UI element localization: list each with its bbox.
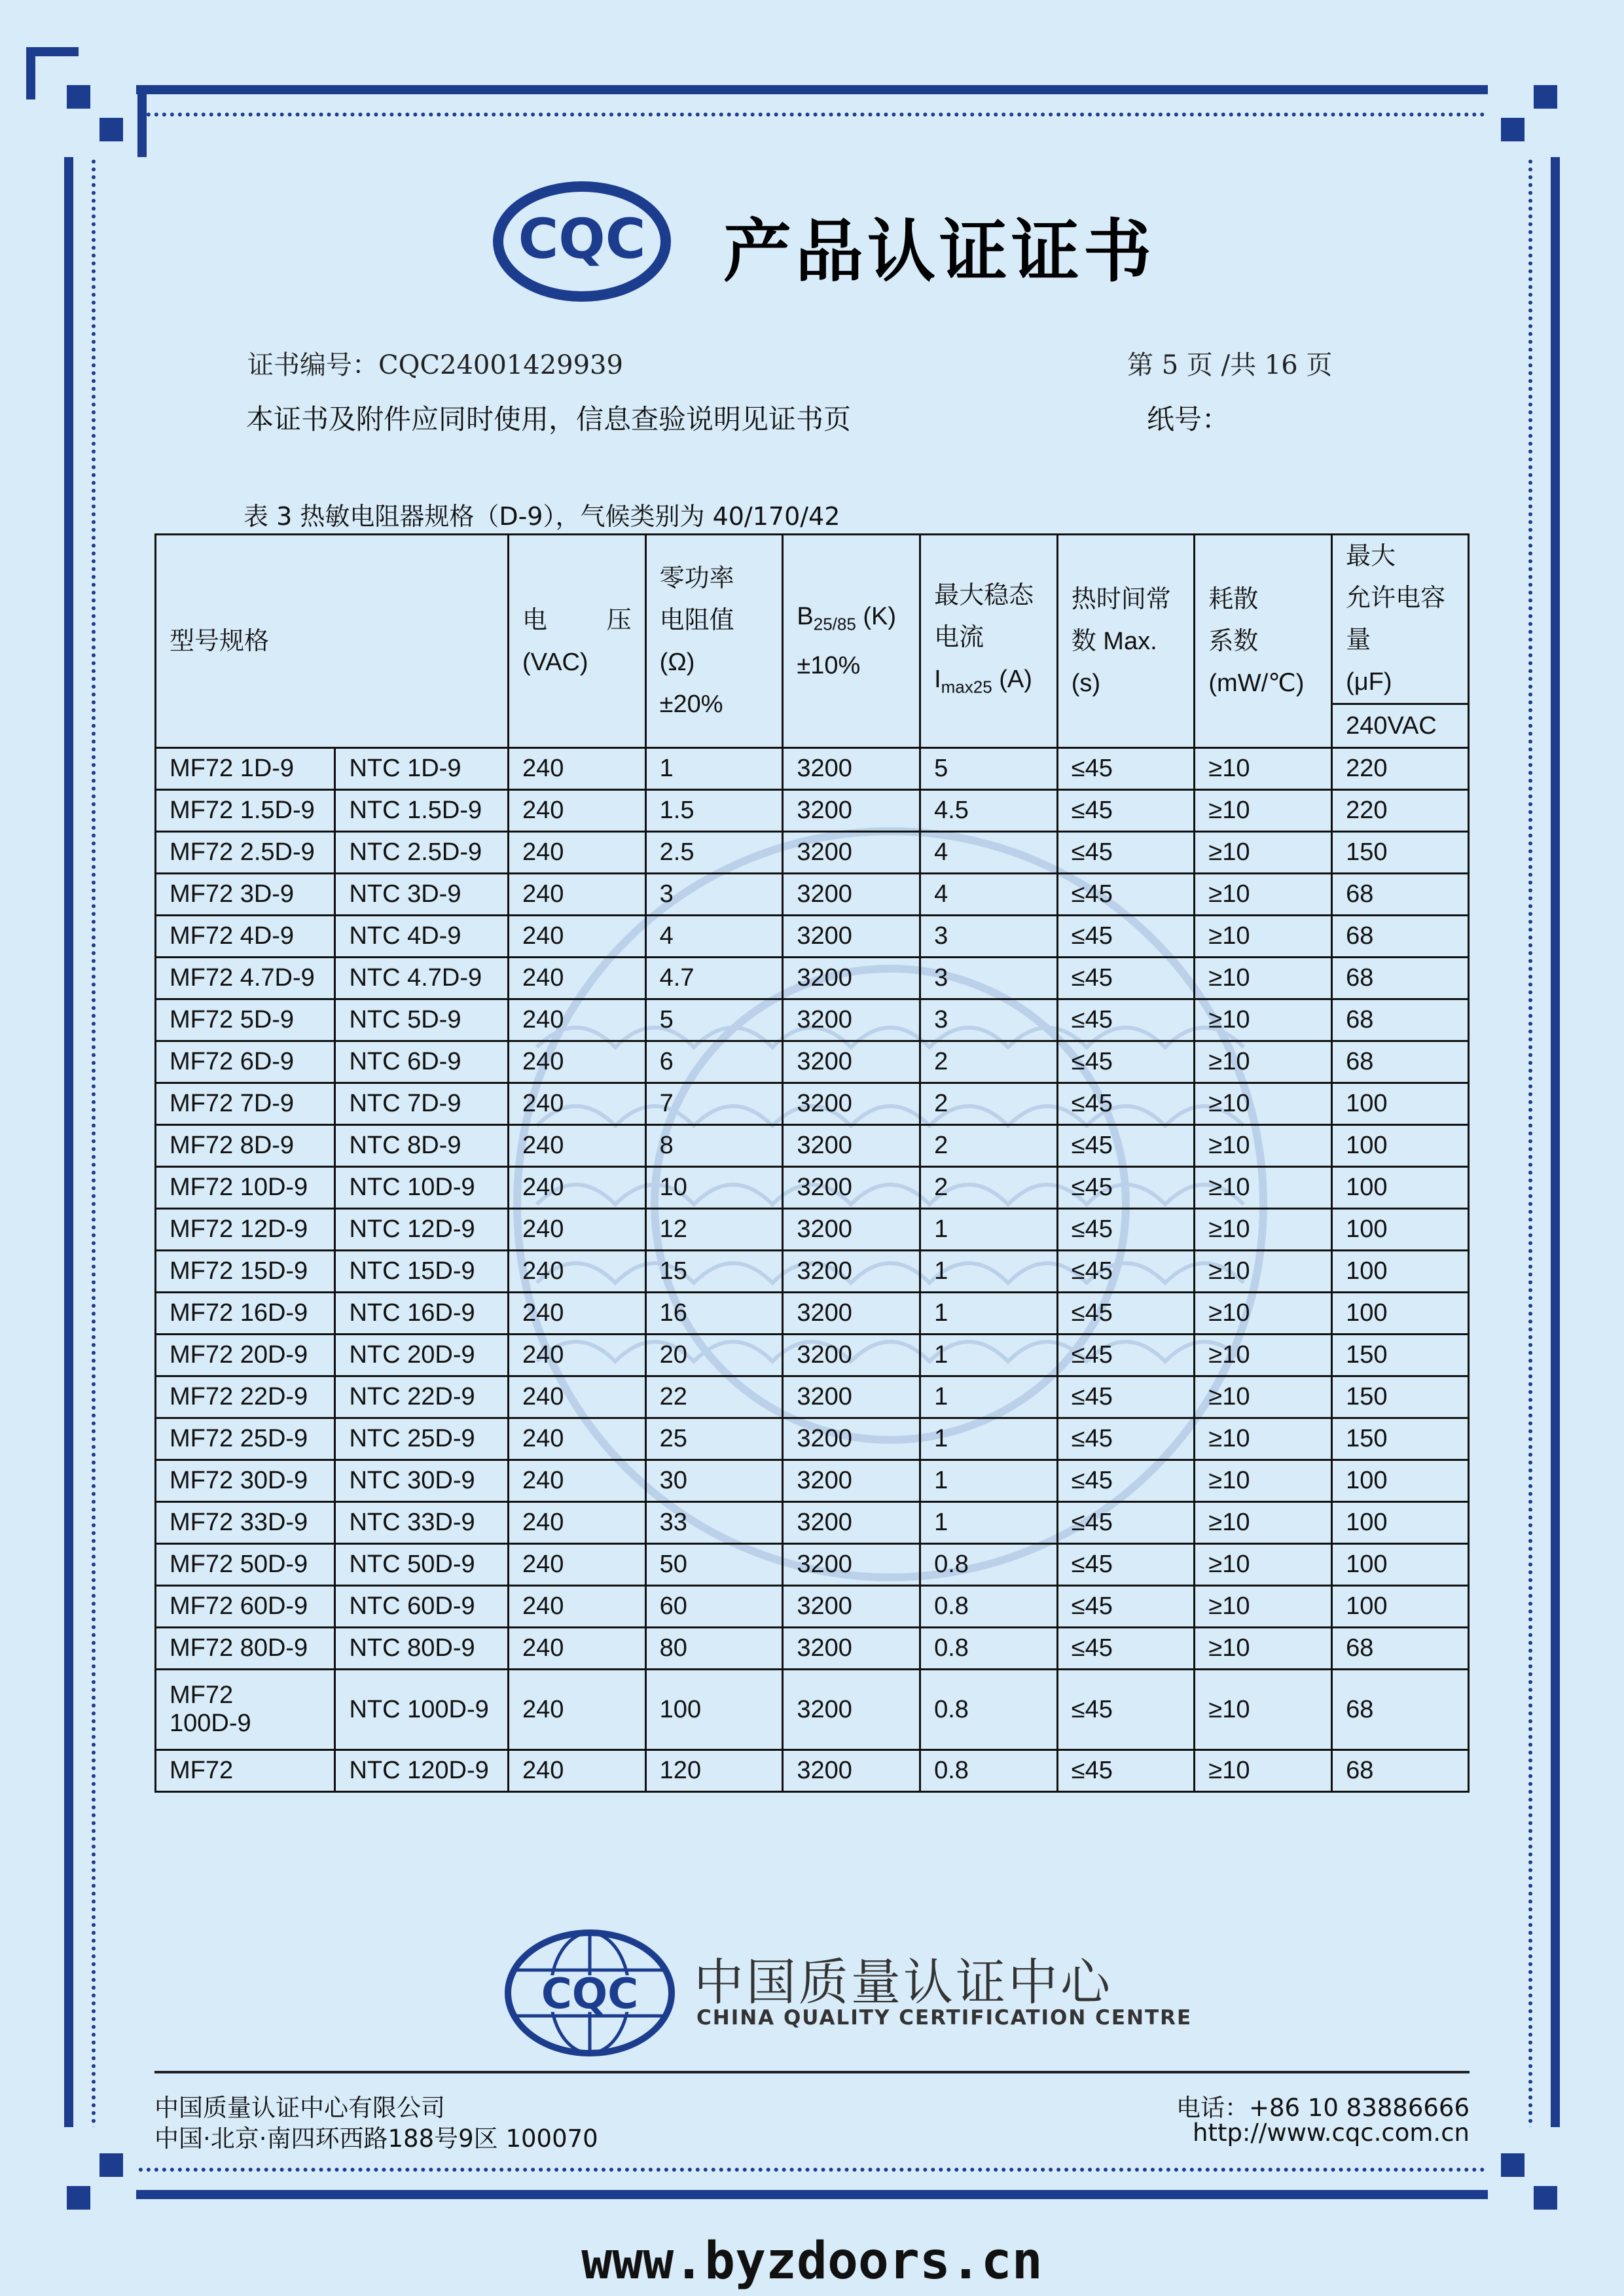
cell-b-value: 3200 xyxy=(783,1544,920,1586)
cell-model-ntc: NTC 22D-9 xyxy=(335,1376,509,1418)
cell-model-ntc: NTC 33D-9 xyxy=(335,1502,509,1544)
header-dissipation: 耗散 系数 (mW/℃) xyxy=(1195,535,1332,748)
company-name: 中国质量认证中心有限公司 xyxy=(154,2094,445,2122)
cell-current: 3 xyxy=(920,958,1058,999)
cell-model-ntc: NTC 4D-9 xyxy=(335,916,509,958)
cell-resistance: 30 xyxy=(645,1460,783,1502)
cell-voltage: 240 xyxy=(508,790,645,832)
cell-capacitance: 68 xyxy=(1332,1750,1469,1792)
cell-model-mf72: MF72 6D-9 xyxy=(156,1041,335,1083)
cell-current: 4.5 xyxy=(920,790,1058,832)
cell-voltage: 240 xyxy=(508,1041,645,1083)
cell-resistance: 1.5 xyxy=(645,790,783,832)
certificate-header xyxy=(0,177,1624,308)
cell-capacitance: 100 xyxy=(1332,1293,1469,1335)
cell-thermal-time: ≤45 xyxy=(1057,748,1195,790)
cell-model-mf72: MF72 4.7D-9 xyxy=(156,958,335,999)
cell-model-ntc: NTC 25D-9 xyxy=(335,1418,509,1460)
cell-voltage: 240 xyxy=(508,832,645,874)
cell-dissipation: ≥10 xyxy=(1195,1750,1332,1792)
cell-current: 2 xyxy=(920,1041,1058,1083)
cell-current: 1 xyxy=(920,1418,1058,1460)
corner-square-tr2 xyxy=(1501,118,1525,141)
cell-voltage: 240 xyxy=(508,1335,645,1376)
table-caption: 表 3 热敏电阻器规格（D-9），气候类别为 40/170/42 xyxy=(244,502,840,531)
table-row xyxy=(156,1670,1469,1750)
cell-voltage: 240 xyxy=(508,1750,645,1792)
cell-model-mf72: MF72 7D-9 xyxy=(156,1083,335,1125)
cell-dissipation: ≥10 xyxy=(1195,832,1332,874)
cell-model-ntc: NTC 120D-9 xyxy=(335,1750,509,1792)
cell-model-mf72: MF72 4D-9 xyxy=(156,916,335,958)
cell-thermal-time: ≤45 xyxy=(1057,1586,1195,1628)
table-row xyxy=(156,1125,1469,1167)
cell-b-value: 3200 xyxy=(783,1335,920,1376)
cell-capacitance: 150 xyxy=(1332,832,1469,874)
corner-square-br xyxy=(1534,2186,1557,2210)
cell-thermal-time: ≤45 xyxy=(1057,874,1195,916)
cell-thermal-time: ≤45 xyxy=(1057,916,1195,958)
cell-capacitance: 68 xyxy=(1332,916,1469,958)
cell-current: 4 xyxy=(920,832,1058,874)
cell-voltage: 240 xyxy=(508,1293,645,1335)
cell-current: 0.8 xyxy=(920,1750,1058,1792)
header-b-value: $B_{25/85}$ (K) ±10% xyxy=(783,535,920,748)
cell-thermal-time: ≤45 xyxy=(1057,1251,1195,1293)
cell-voltage: 240 xyxy=(508,1167,645,1209)
cell-b-value: 3200 xyxy=(783,1418,920,1460)
table-row xyxy=(156,790,1469,832)
svg-text:CQC: CQC xyxy=(541,1970,639,2018)
corner-bar-tl xyxy=(137,85,147,157)
website-watermark: www.byzdoors.cn xyxy=(581,2232,1043,2291)
table-row xyxy=(156,1293,1469,1335)
cell-b-value: 3200 xyxy=(783,1460,920,1502)
cell-voltage: 240 xyxy=(508,1544,645,1586)
cell-voltage: 240 xyxy=(508,874,645,916)
cell-voltage: 240 xyxy=(508,1502,645,1544)
cell-current: 0.8 xyxy=(920,1544,1058,1586)
corner-square-br2 xyxy=(1501,2153,1525,2177)
cell-voltage: 240 xyxy=(508,958,645,999)
cell-thermal-time: ≤45 xyxy=(1057,1628,1195,1670)
cell-thermal-time: ≤45 xyxy=(1057,790,1195,832)
cell-dissipation: ≥10 xyxy=(1195,1125,1332,1167)
cell-resistance: 2.5 xyxy=(645,832,783,874)
cell-current: 3 xyxy=(920,999,1058,1041)
cell-model-ntc: NTC 12D-9 xyxy=(335,1209,509,1251)
table-row xyxy=(156,1544,1469,1586)
cell-capacitance: 220 xyxy=(1332,748,1469,790)
header-thermal-time: 热时间常 数 Max. (s) xyxy=(1057,535,1195,748)
corner-square-tl2 xyxy=(99,118,123,141)
header-cap-voltage: 240VAC xyxy=(1332,704,1469,748)
cell-b-value: 3200 xyxy=(783,1251,920,1293)
company-phone: 电话：+86 10 83886666 xyxy=(1176,2094,1470,2122)
cell-model-ntc: NTC 80D-9 xyxy=(335,1628,509,1670)
cell-model-ntc: NTC 15D-9 xyxy=(335,1251,509,1293)
table-row xyxy=(156,1418,1469,1460)
cell-thermal-time: ≤45 xyxy=(1057,958,1195,999)
paper-number: 纸号： xyxy=(1147,403,1230,435)
cell-voltage: 240 xyxy=(508,1251,645,1293)
cell-b-value: 3200 xyxy=(783,748,920,790)
cell-dissipation: ≥10 xyxy=(1195,748,1332,790)
cell-b-value: 3200 xyxy=(783,958,920,999)
cell-voltage: 240 xyxy=(508,1125,645,1167)
cell-resistance: 8 xyxy=(645,1125,783,1167)
table-row xyxy=(156,874,1469,916)
cell-model-mf72: MF72 2.5D-9 xyxy=(156,832,335,874)
cell-model-ntc: NTC 6D-9 xyxy=(335,1041,509,1083)
cell-capacitance: 100 xyxy=(1332,1460,1469,1502)
cell-thermal-time: ≤45 xyxy=(1057,832,1195,874)
cell-b-value: 3200 xyxy=(783,1125,920,1167)
cell-dissipation: ≥10 xyxy=(1195,874,1332,916)
cell-voltage: 240 xyxy=(508,1083,645,1125)
table-row xyxy=(156,1335,1469,1376)
cell-resistance: 50 xyxy=(645,1544,783,1586)
svg-text:CQC: CQC xyxy=(518,207,646,271)
cell-thermal-time: ≤45 xyxy=(1057,1502,1195,1544)
table-row xyxy=(156,1502,1469,1544)
cell-dissipation: ≥10 xyxy=(1195,1376,1332,1418)
cell-resistance: 6 xyxy=(645,1041,783,1083)
cell-current: 0.8 xyxy=(920,1670,1058,1750)
cell-capacitance: 100 xyxy=(1332,1544,1469,1586)
cell-dissipation: ≥10 xyxy=(1195,1502,1332,1544)
cell-dissipation: ≥10 xyxy=(1195,916,1332,958)
cell-model-mf72: MF72 1D-9 xyxy=(156,748,335,790)
table-row xyxy=(156,1167,1469,1209)
cell-thermal-time: ≤45 xyxy=(1057,1209,1195,1251)
cell-resistance: 4 xyxy=(645,916,783,958)
cell-model-ntc: NTC 5D-9 xyxy=(335,999,509,1041)
cell-dissipation: ≥10 xyxy=(1195,958,1332,999)
cell-thermal-time: ≤45 xyxy=(1057,1376,1195,1418)
page-info: 第 5 页 /共 16 页 xyxy=(1127,350,1333,380)
cell-current: 2 xyxy=(920,1125,1058,1167)
cell-capacitance: 68 xyxy=(1332,999,1469,1041)
cell-current: 1 xyxy=(920,1335,1058,1376)
cell-capacitance: 68 xyxy=(1332,1670,1469,1750)
cell-dissipation: ≥10 xyxy=(1195,1670,1332,1750)
cell-model-mf72: MF72 8D-9 xyxy=(156,1125,335,1167)
cell-resistance: 60 xyxy=(645,1586,783,1628)
corner-square-tr xyxy=(1534,85,1557,109)
cell-model-ntc: NTC 3D-9 xyxy=(335,874,509,916)
cell-model-ntc: NTC 7D-9 xyxy=(335,1083,509,1125)
cell-dissipation: ≥10 xyxy=(1195,1335,1332,1376)
table-row xyxy=(156,1041,1469,1083)
cell-dissipation: ≥10 xyxy=(1195,1418,1332,1460)
cell-current: 3 xyxy=(920,916,1058,958)
cell-dissipation: ≥10 xyxy=(1195,1628,1332,1670)
header-resistance: 零功率 电阻值 (Ω) ±20% xyxy=(645,535,783,748)
cell-thermal-time: ≤45 xyxy=(1057,1167,1195,1209)
table-row xyxy=(156,1460,1469,1502)
cell-resistance: 100 xyxy=(645,1670,783,1750)
cell-b-value: 3200 xyxy=(783,916,920,958)
cell-model-mf72: MF72 22D-9 xyxy=(156,1376,335,1418)
cell-model-ntc: NTC 4.7D-9 xyxy=(335,958,509,999)
cell-model-mf72: MF72 16D-9 xyxy=(156,1293,335,1335)
company-url[interactable]: http://www.cqc.com.cn xyxy=(1192,2119,1470,2147)
cell-capacitance: 68 xyxy=(1332,1628,1469,1670)
cell-thermal-time: ≤45 xyxy=(1057,1460,1195,1502)
cell-model-mf72: MF72 3D-9 xyxy=(156,874,335,916)
cell-dissipation: ≥10 xyxy=(1195,1293,1332,1335)
cell-resistance: 80 xyxy=(645,1628,783,1670)
corner-square-bl2 xyxy=(99,2153,123,2177)
cell-resistance: 12 xyxy=(645,1209,783,1251)
cell-b-value: 3200 xyxy=(783,1586,920,1628)
header-model: 型号规格 xyxy=(156,535,509,748)
cell-resistance: 20 xyxy=(645,1335,783,1376)
cell-model-ntc: NTC 8D-9 xyxy=(335,1125,509,1167)
cell-capacitance: 220 xyxy=(1332,790,1469,832)
cell-resistance: 7 xyxy=(645,1083,783,1125)
cell-b-value: 3200 xyxy=(783,1167,920,1209)
cell-thermal-time: ≤45 xyxy=(1057,1544,1195,1586)
cell-model-ntc: NTC 60D-9 xyxy=(335,1586,509,1628)
company-address: 中国·北京·南四环西路188号9区 100070 xyxy=(154,2125,598,2153)
certificate-title: 产品认证证书 xyxy=(723,211,1156,291)
table-row xyxy=(156,748,1469,790)
cell-resistance: 120 xyxy=(645,1750,783,1792)
cell-thermal-time: ≤45 xyxy=(1057,1418,1195,1460)
table-row xyxy=(156,1083,1469,1125)
cell-capacitance: 100 xyxy=(1332,1083,1469,1125)
cell-voltage: 240 xyxy=(508,999,645,1041)
cell-dissipation: ≥10 xyxy=(1195,1544,1332,1586)
cell-b-value: 3200 xyxy=(783,1502,920,1544)
cell-b-value: 3200 xyxy=(783,1041,920,1083)
org-name-cn: 中国质量认证中心 xyxy=(694,1953,1113,2011)
cell-b-value: 3200 xyxy=(783,1293,920,1335)
cell-model-mf72: MF72 80D-9 xyxy=(156,1628,335,1670)
cell-b-value: 3200 xyxy=(783,1376,920,1418)
cell-thermal-time: ≤45 xyxy=(1057,1125,1195,1167)
cell-resistance: 3 xyxy=(645,874,783,916)
cell-current: 1 xyxy=(920,1293,1058,1335)
cell-model-mf72: MF72 100D-9 xyxy=(156,1670,335,1750)
cell-thermal-time: ≤45 xyxy=(1057,1041,1195,1083)
cell-dissipation: ≥10 xyxy=(1195,1041,1332,1083)
table-row xyxy=(156,1750,1469,1792)
cell-model-mf72: MF72 5D-9 xyxy=(156,999,335,1041)
cell-current: 1 xyxy=(920,1460,1058,1502)
cell-b-value: 3200 xyxy=(783,1209,920,1251)
cell-model-mf72: MF72 15D-9 xyxy=(156,1251,335,1293)
cell-current: 0.8 xyxy=(920,1628,1058,1670)
cell-thermal-time: ≤45 xyxy=(1057,999,1195,1041)
cell-capacitance: 100 xyxy=(1332,1251,1469,1293)
cell-dissipation: ≥10 xyxy=(1195,1251,1332,1293)
cell-b-value: 3200 xyxy=(783,1750,920,1792)
cell-b-value: 3200 xyxy=(783,1083,920,1125)
usage-notice: 本证书及附件应同时使用，信息查验说明见证书页 xyxy=(246,403,852,435)
cell-capacitance: 100 xyxy=(1332,1167,1469,1209)
cell-resistance: 22 xyxy=(645,1376,783,1418)
cell-model-ntc: NTC 2.5D-9 xyxy=(335,832,509,874)
cell-resistance: 25 xyxy=(645,1418,783,1460)
cell-capacitance: 100 xyxy=(1332,1125,1469,1167)
cell-capacitance: 150 xyxy=(1332,1418,1469,1460)
cell-capacitance: 100 xyxy=(1332,1209,1469,1251)
cell-b-value: 3200 xyxy=(783,1628,920,1670)
table-row xyxy=(156,1628,1469,1670)
cell-model-mf72: MF72 10D-9 xyxy=(156,1167,335,1209)
cell-voltage: 240 xyxy=(508,1418,645,1460)
corner-square-bl xyxy=(67,2186,90,2210)
cell-dissipation: ≥10 xyxy=(1195,1209,1332,1251)
cell-current: 2 xyxy=(920,1083,1058,1125)
cell-dissipation: ≥10 xyxy=(1195,1167,1332,1209)
cell-dissipation: ≥10 xyxy=(1195,790,1332,832)
cell-model-mf72: MF72 60D-9 xyxy=(156,1586,335,1628)
table-row xyxy=(156,1251,1469,1293)
corner-square-tl xyxy=(67,85,90,109)
cell-model-ntc: NTC 100D-9 xyxy=(335,1670,509,1750)
cell-voltage: 240 xyxy=(508,1586,645,1628)
cell-model-ntc: NTC 16D-9 xyxy=(335,1293,509,1335)
table-row xyxy=(156,1586,1469,1628)
cell-b-value: 3200 xyxy=(783,790,920,832)
cell-resistance: 15 xyxy=(645,1251,783,1293)
cell-current: 5 xyxy=(920,748,1058,790)
header-voltage: 电 压 (VAC) xyxy=(508,535,645,748)
cell-voltage: 240 xyxy=(508,1670,645,1750)
table-row xyxy=(156,916,1469,958)
cell-current: 1 xyxy=(920,1502,1058,1544)
cell-capacitance: 150 xyxy=(1332,1335,1469,1376)
cell-thermal-time: ≤45 xyxy=(1057,1670,1195,1750)
cell-model-mf72: MF72 12D-9 xyxy=(156,1209,335,1251)
thermistor-spec-table xyxy=(154,533,1470,1793)
cell-model-mf72: MF72 xyxy=(156,1750,335,1792)
cell-resistance: 4.7 xyxy=(645,958,783,999)
cell-model-mf72: MF72 30D-9 xyxy=(156,1460,335,1502)
header-capacitance: 最大 允许电容 量 (μF) xyxy=(1332,535,1469,704)
cell-current: 1 xyxy=(920,1251,1058,1293)
cell-model-mf72: MF72 25D-9 xyxy=(156,1418,335,1460)
cell-model-mf72: MF72 50D-9 xyxy=(156,1544,335,1586)
cell-voltage: 240 xyxy=(508,748,645,790)
cell-model-ntc: NTC 30D-9 xyxy=(335,1460,509,1502)
cell-model-ntc: NTC 10D-9 xyxy=(335,1167,509,1209)
cell-current: 1 xyxy=(920,1209,1058,1251)
table-row xyxy=(156,1209,1469,1251)
cell-b-value: 3200 xyxy=(783,999,920,1041)
cell-voltage: 240 xyxy=(508,1209,645,1251)
cell-b-value: 3200 xyxy=(783,832,920,874)
cell-voltage: 240 xyxy=(508,1460,645,1502)
cell-resistance: 10 xyxy=(645,1167,783,1209)
cqc-logo-icon xyxy=(492,181,672,302)
cell-capacitance: 68 xyxy=(1332,1041,1469,1083)
certificate-number: 证书编号：CQC24001429939 xyxy=(247,350,623,380)
cell-current: 0.8 xyxy=(920,1586,1058,1628)
header-current: 最大稳态 电流 $I_{max25}$ (A) xyxy=(920,535,1058,748)
cell-dissipation: ≥10 xyxy=(1195,1460,1332,1502)
table-row xyxy=(156,1376,1469,1418)
cell-capacitance: 150 xyxy=(1332,1376,1469,1418)
cell-model-mf72: MF72 20D-9 xyxy=(156,1335,335,1376)
cell-thermal-time: ≤45 xyxy=(1057,1293,1195,1335)
cell-model-ntc: NTC 50D-9 xyxy=(335,1544,509,1586)
table-row xyxy=(156,958,1469,999)
table-row xyxy=(156,999,1469,1041)
cell-model-ntc: NTC 1D-9 xyxy=(335,748,509,790)
cell-b-value: 3200 xyxy=(783,1670,920,1750)
cell-voltage: 240 xyxy=(508,1628,645,1670)
cell-model-ntc: NTC 20D-9 xyxy=(335,1335,509,1376)
cell-thermal-time: ≤45 xyxy=(1057,1083,1195,1125)
cell-capacitance: 100 xyxy=(1332,1502,1469,1544)
cell-voltage: 240 xyxy=(508,1376,645,1418)
cell-capacitance: 100 xyxy=(1332,1586,1469,1628)
cell-capacitance: 68 xyxy=(1332,958,1469,999)
table-row xyxy=(156,832,1469,874)
cell-dissipation: ≥10 xyxy=(1195,1586,1332,1628)
cell-current: 1 xyxy=(920,1376,1058,1418)
cell-resistance: 16 xyxy=(645,1293,783,1335)
cell-b-value: 3200 xyxy=(783,874,920,916)
cqc-globe-logo-icon xyxy=(501,1924,678,2062)
org-name-en: CHINA QUALITY CERTIFICATION CENTRE xyxy=(696,2006,1193,2030)
footer-divider xyxy=(154,2071,1470,2073)
cell-thermal-time: ≤45 xyxy=(1057,1750,1195,1792)
cell-thermal-time: ≤45 xyxy=(1057,1335,1195,1376)
cell-resistance: 33 xyxy=(645,1502,783,1544)
cell-capacitance: 68 xyxy=(1332,874,1469,916)
cell-dissipation: ≥10 xyxy=(1195,999,1332,1041)
cell-current: 2 xyxy=(920,1167,1058,1209)
cell-model-mf72: MF72 1.5D-9 xyxy=(156,790,335,832)
cell-model-mf72: MF72 33D-9 xyxy=(156,1502,335,1544)
cell-resistance: 1 xyxy=(645,748,783,790)
cell-resistance: 5 xyxy=(645,999,783,1041)
cell-voltage: 240 xyxy=(508,916,645,958)
cell-current: 4 xyxy=(920,874,1058,916)
cell-dissipation: ≥10 xyxy=(1195,1083,1332,1125)
cell-model-ntc: NTC 1.5D-9 xyxy=(335,790,509,832)
